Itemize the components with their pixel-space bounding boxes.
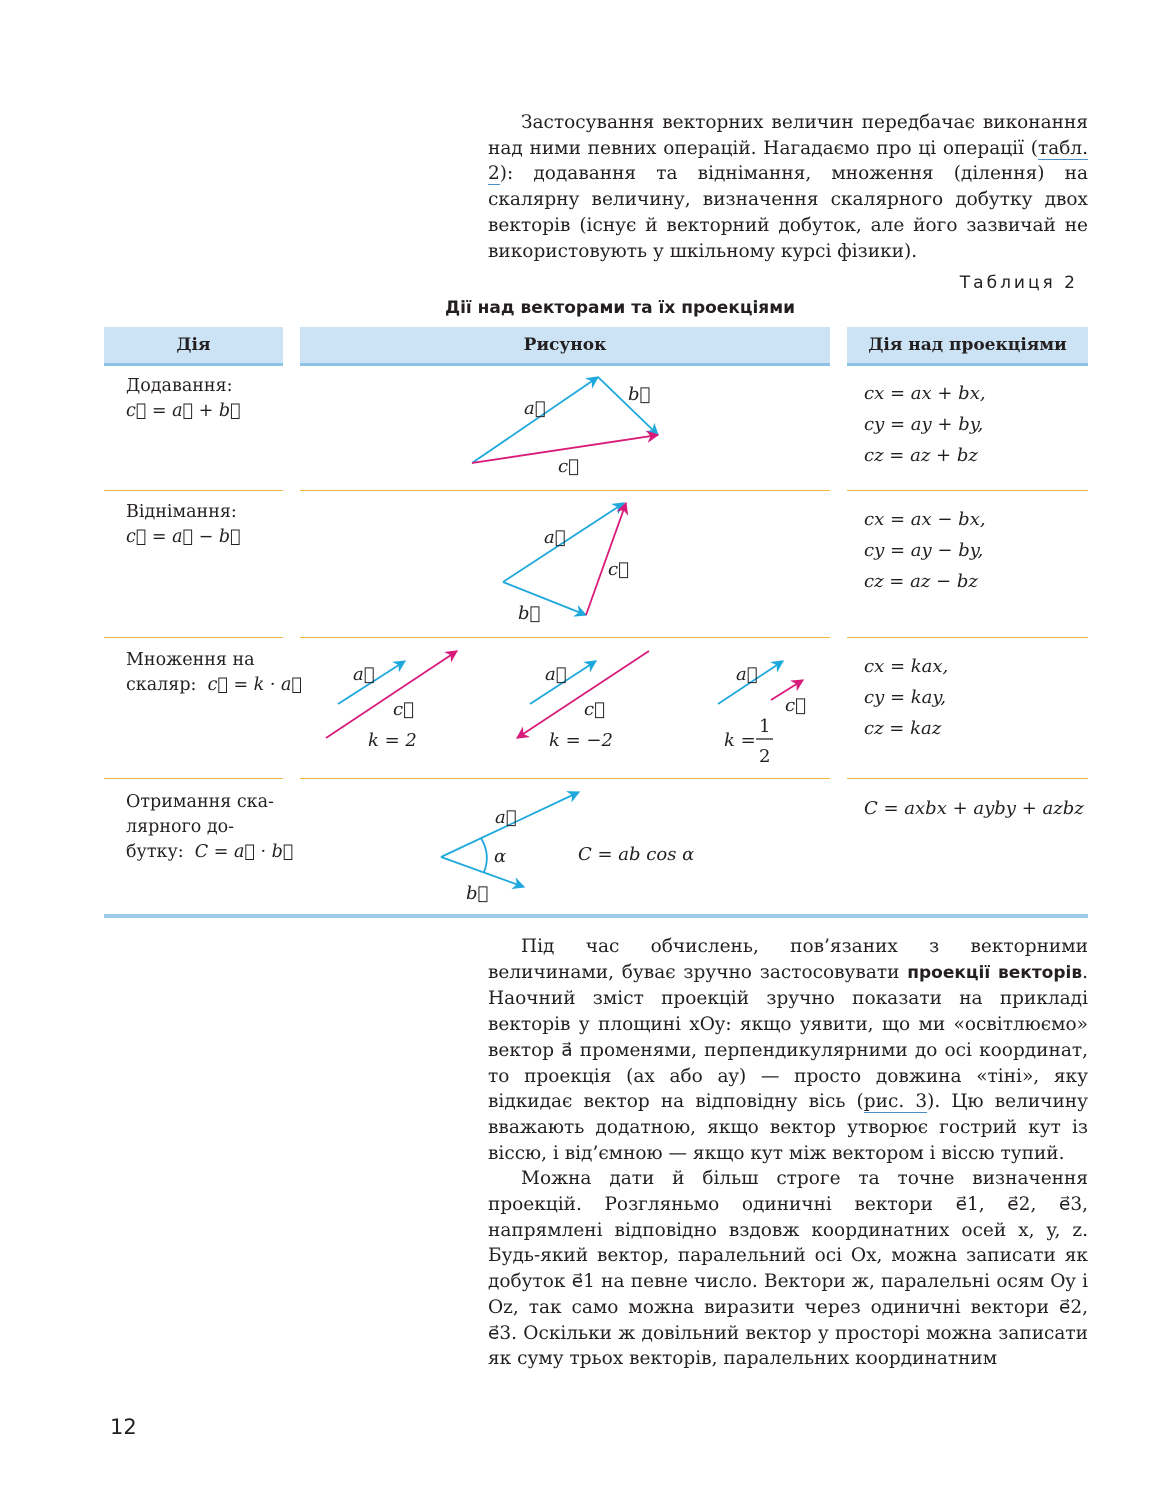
- label-b: b⃗: [518, 603, 541, 624]
- label-c: c⃗: [393, 699, 414, 720]
- k-label: k = 2: [368, 730, 417, 751]
- vector-b-arrow: [503, 582, 586, 615]
- table-link[interactable]: табл. 2: [488, 137, 1088, 185]
- page-number: 12: [110, 1415, 137, 1439]
- label-c: c⃗: [558, 456, 579, 477]
- k-label: k =: [724, 730, 756, 751]
- label-a: a⃗: [545, 664, 567, 685]
- row-subtraction-action: Віднімання: c⃗ = a⃗ − b⃗: [126, 502, 241, 547]
- label-a: a⃗: [353, 664, 375, 685]
- label-c: c⃗: [608, 559, 629, 580]
- k-label: k = −2: [549, 730, 613, 751]
- row-addition-action: Додавання: c⃗ = a⃗ + b⃗: [126, 376, 241, 421]
- label-a: a⃗: [524, 398, 546, 419]
- body-text: Під час обчислень, пов’язаних з векторними величинами, буває зручно застосовувати проекції векторів. Наочний зміст проекцій зручно показати на прикладі векторів у площині xOy: якщо уявити, що ми «освітлюємо» вектор a⃗ променями, перпендикулярними до осі координат, то проекція (ax або ay) — просто довжина «тіні», яку відкидає вектор на відповідну вісь (рис. 3). Цю величину вважають додатною, якщо вектор утворює гострий кут із віссю, і від’ємною — якщо кут між вектором і віссю тупий. Можна дати й більш строге та точне визначення проекцій. Розгляньмо одиничні вектори e⃗1, e⃗2, e⃗3, напрямлені відповідно вздовж координатних осей x, y, z. Будь-який вектор, паралельний осі Ox, можна записати як добуток e⃗1 на певне число. Вектори ж, паралельні осям Oy і Oz, так само можна виразити через одиничні вектори e⃗2, e⃗3. Оскільки ж довільний вектор у просторі можна записати як суму трьох векторів, паралельних координатним: [488, 936, 1089, 1370]
- header-figure: Рисунок: [300, 327, 830, 366]
- row-addition-projections: cx = ax + bx, cy = ay + by, cz = az + bz: [864, 383, 986, 466]
- figure-link[interactable]: рис. 3: [863, 1091, 928, 1113]
- label-b: b⃗: [466, 883, 489, 904]
- vector-a-arrow: [472, 377, 598, 463]
- label-b: b⃗: [628, 384, 651, 405]
- label-a: a⃗: [495, 807, 517, 828]
- table-number: Таблиця 2: [959, 273, 1078, 293]
- k-fraction-denominator: 2: [759, 746, 771, 767]
- angle-label: α: [494, 846, 507, 867]
- label-c: c⃗: [785, 695, 806, 716]
- vector-c-arrow: [326, 651, 457, 738]
- k-fraction-numerator: 1: [759, 716, 771, 737]
- row-dot-projections: C = axbx + ayby + azbz: [864, 798, 1084, 819]
- dot-formula: C = ab cos α: [578, 844, 695, 865]
- header-action: Дія: [104, 327, 283, 366]
- row-scalar-action: Множення на скаляр: c⃗ = k · a⃗: [126, 650, 302, 695]
- intro-paragraph: Застосування векторних величин передбачає виконання над ними певних операцій. Нагадаємо про ці операції (табл. 2): додавання та віднімання, множення (ділення) на скалярну величину, визначення скалярного добутку двох векторів (існує й векторний добуток, але його зазвичай не використовують у шкільному курсі фізики).: [488, 112, 1088, 262]
- label-c: c⃗: [584, 699, 605, 720]
- vector-c-arrow: [517, 651, 649, 738]
- row-dot-action: Отримання ска- лярного до- бутку: C = a⃗ · b⃗: [126, 792, 294, 862]
- angle-arc: [481, 838, 487, 872]
- table-title: Дії над векторами та їх проекціями: [444, 298, 796, 318]
- label-a: a⃗: [544, 527, 566, 548]
- header-projections: Дія над проекціями: [847, 327, 1088, 366]
- label-a: a⃗: [736, 664, 758, 685]
- row-scalar-projections: cx = kax, cy = kay, cz = kaz: [864, 656, 949, 739]
- row-subtraction-projections: cx = ax − bx, cy = ay − by, cz = az − bz: [864, 509, 986, 592]
